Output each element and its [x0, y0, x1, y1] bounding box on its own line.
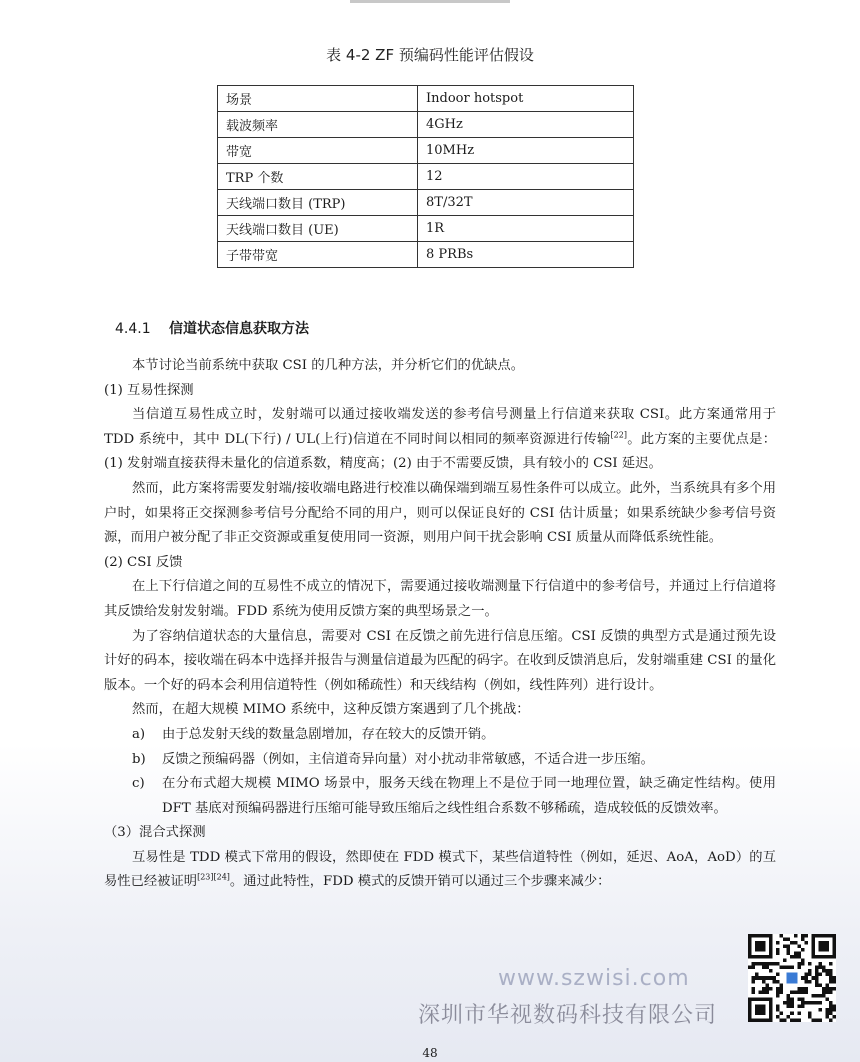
table-row [218, 216, 634, 242]
intro-paragraph: 本节讨论当前系统中获取 CSI 的几种方法，并分析它们的优缺点。 [132, 358, 525, 373]
paragraph-feedback: 在上下行信道之间的互易性不成立的情况下，需要通过接收端测量下行信道中的参考信号，并通过上行信道将其反馈给发射发射端。FDD 系统为使用反馈方案的典型场景之一。 [104, 579, 776, 619]
param-value-cell: 4GHz [418, 112, 634, 138]
table-caption: 表 4-2 ZF 预编码性能评估假设 [326, 46, 534, 64]
paragraph-reciprocity: 当信道互易性成立时，发射端可以通过接收端发送的参考信号测量上行信道来获取 CSI。此方案通常用于 TDD 系统中，其中 DL(下行) / UL(上行)信道在不同时间以相同的频率资源进行传输[22]。此方案的主要优点是：(1) 发射端直接获得未量化的信道系数，精度高；(2) 由于不需要反馈，具有较小的 CSI 延迟。 [104, 407, 777, 472]
param-value-cell: 8 PRBs [418, 242, 634, 268]
list-item: b) 反馈之预编码器（例如，主信道奇异向量）对小扰动非常敏感，不适合进一步压缩。 [132, 751, 654, 767]
table-row [218, 190, 634, 216]
param-value-cell: 1R [418, 216, 634, 242]
list-item: a) 由于总发射天线的数量急剧增加，存在较大的反馈开销。 [132, 726, 495, 742]
citation-ref: [22] [610, 430, 627, 440]
parameter-table [217, 85, 634, 268]
qr-code [748, 934, 836, 1022]
param-name-cell: 载波频率 [218, 112, 418, 138]
param-value-cell: 10MHz [418, 138, 634, 164]
subheading-hybrid: （3）混合式探测 [104, 825, 206, 841]
challenge-list [104, 723, 776, 821]
param-name-cell: 天线端口数目 (TRP) [218, 190, 418, 216]
citation-ref: [23][24] [197, 873, 230, 883]
param-name-cell: 子带带宽 [218, 242, 418, 268]
paragraph-codebook: 为了容纳信道状态的大量信息，需要对 CSI 在反馈之前先进行信息压缩。CSI 反馈的典型方式是通过预先设计好的码本，接收端在码本中选择并报告与测量信道最为匹配的码字。在收到反馈消息后，发射端重建 CSI 的量化版本。一个好的码本会利用信道特性（例如稀疏性）和天线结构（例如，线性阵列）进行设计。 [104, 628, 776, 693]
param-name-cell: 带宽 [218, 138, 418, 164]
page-number: 48 [422, 1046, 438, 1060]
top-decoration [0, 0, 860, 14]
watermark-url: www.szwisi.com [498, 966, 690, 991]
paragraph-reciprocity-drawbacks: 然而，此方案将需要发射端/接收端电路进行校准以确保端到端互易性条件可以成立。此外，当系统具有多个用户时，如果将正交探测参考信号分配给不同的用户，则可以保证良好的 CSI 估计质量；如果系统缺少参考信号资源，而用户被分配了非正交资源或重复使用同一资源，则用户间干扰会影响 CSI 质量从而降低系统性能。 [104, 480, 776, 546]
table-row [218, 242, 634, 268]
paragraph-hybrid: 互易性是 TDD 模式下常用的假设，然即使在 FDD 模式下，某些信道特性（例如，延迟、AoA，AoD）的互易性已经被证明[23][24]。通过此特性，FDD 模式的反馈开销可以通过三个步骤来减少： [104, 849, 776, 890]
param-name-cell: 场景 [218, 86, 418, 112]
paragraph-challenges: 然而，在超大规模 MIMO 系统中，这种反馈方案遇到了几个挑战： [132, 702, 530, 718]
subheading-csi-feedback: (2) CSI 反馈 [104, 554, 183, 570]
body-text [104, 354, 776, 895]
param-value-cell: 12 [418, 164, 634, 190]
table-row [218, 112, 634, 138]
section-number: 4.4.1 [115, 321, 151, 337]
section-heading [115, 318, 309, 338]
param-name-cell: 天线端口数目 (UE) [218, 216, 418, 242]
table-row [218, 86, 634, 112]
param-value-cell: Indoor hotspot [418, 86, 634, 112]
watermark-company: 深圳市华视数码科技有限公司 [418, 1003, 718, 1028]
list-item: c) 在分布式超大规模 MIMO 场景中，服务天线在物理上不是位于同一地理位置，缺乏确定性结构。使用 DFT 基底对预编码器进行压缩可能导致压缩后之线性组合系数不够稀疏，造成较低的反馈效率。 [132, 776, 776, 816]
subheading-reciprocity: (1) 互易性探测 [104, 382, 194, 398]
table-row [218, 164, 634, 190]
section-title: 信道状态信息获取方法 [169, 321, 309, 337]
param-value-cell: 8T/32T [418, 190, 634, 216]
table-row [218, 138, 634, 164]
param-name-cell: TRP 个数 [218, 164, 418, 190]
